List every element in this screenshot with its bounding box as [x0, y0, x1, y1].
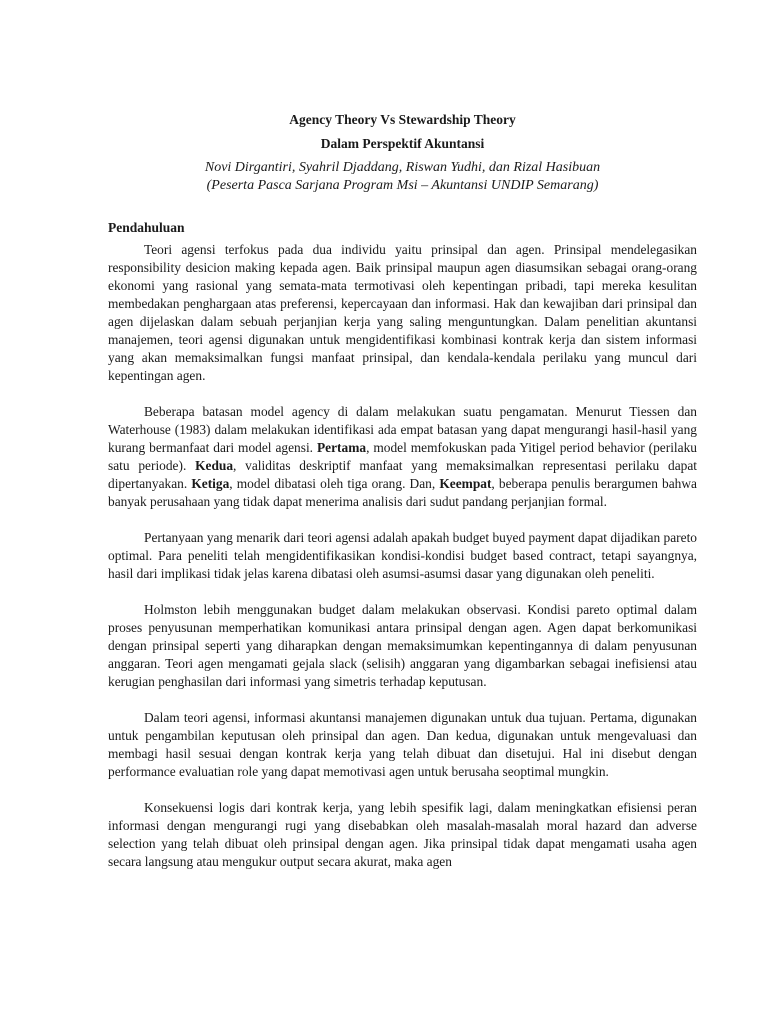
- paragraph-3-text: Pertanyaan yang menarik dari teori agensi adalah apakah budget buyed payment dapat dijadikan pareto optimal. Para peneliti telah mengidentifikasikan kondisi-kondisi budget based contract, tetapi sayangnya, hasil dari implikasi tidak jelas karena dibatasi oleh asumsi-asumsi dasar yang digunakan oleh peneliti.: [108, 530, 697, 581]
- paragraph-2-text-e: , beberapa penulis berargumen bahwa banyak perusahaan yang tidak dapat menerima analisis dari sudut pandang perjanjian formal.: [108, 476, 697, 509]
- keyword-ketiga: Ketiga: [191, 476, 230, 491]
- authors-line: Novi Dirgantiri, Syahril Djaddang, Riswan Yudhi, dan Rizal Hasibuan: [204, 160, 601, 175]
- paragraph-2-text-a: Beberapa batasan model agency di dalam melakukan suatu pengamatan. Menurut Tiessen dan Waterhouse (1983) dalam melakukan identifikasi ada empat batasan yang dapat mengurangi hasil-hasil yang kurang bermanfaat dari model agensi.: [108, 404, 697, 455]
- keyword-keempat: Keempat: [439, 476, 492, 491]
- keyword-pertama: Pertama: [316, 440, 367, 455]
- paragraph-2-text-b: , model memfokuskan pada Yitigel period behavior (perilaku satu periode).: [108, 440, 697, 473]
- paragraph-2-text-c: , validitas deskriptif manfaat yang memaksimalkan representasi perilaku dapat dipertanyakan.: [108, 458, 697, 491]
- paragraph-5-text: Dalam teori agensi, informasi akuntansi manajemen digunakan untuk dua tujuan. Pertama, digunakan untuk pengambilan keputusan oleh prinsipal dan agen. Dan kedua, digunakan untuk mengevaluasi dan membagi hasil sesuai dengan kontrak kerja yang telah dibuat dan disetujui. Hal ini disebut dengan performance evaluatian role yang dapat memotivasi agen untuk berusaha seoptimal mungkin.: [108, 710, 697, 779]
- paragraph-1-text: Teori agensi terfokus pada dua individu yaitu prinsipal dan agen. Prinsipal mendelegasikan responsibility desicion making kepada agen. Baik prinsipal maupun agen diasumsikan sebagai orang-orang ekonomi yang rasional yang semata-mata termotivasi oleh kepentingan pribadi, tapi mereka kesulitan membedakan penghargaan atas preferensi, kepercayaan dan informasi. Hak dan kewajiban dari prinsipal dan agen dijelaskan dalam sebuah perjanjian kerja yang saling menguntungkan. Dalam penelitian akuntansi manajemen, teori agensi digunakan untuk mengidentifikasi kombinasi kontrak kerja dan sistem informasi yang akan memaksimalkan fungsi manfaat prinsipal, dan kendala-kendala perilaku yang muncul dari kepentingan agen.: [108, 242, 697, 383]
- paragraph-5: [108, 709, 697, 781]
- keyword-kedua: Kedua: [195, 458, 234, 473]
- affiliation-line: (Peserta Pasca Sarjana Program Msi – Akuntansi UNDIP Semarang): [206, 178, 599, 193]
- document-title: Agency Theory Vs Stewardship Theory: [289, 112, 516, 127]
- paragraph-2: [108, 403, 697, 511]
- document-page: [108, 108, 697, 889]
- paragraph-6-text: Konsekuensi logis dari kontrak kerja, yang lebih spesifik lagi, dalam meningkatkan efisiensi peran informasi dengan mengurangi rugi yang disebabkan oleh masalah-masalah moral hazard dan adverse selection yang telah dibuat oleh prinsipal dengan agen. Jika prinsipal tidak dapat mengamati usaha agen secara langsung atau mengukur output secara akurat, maka agen: [108, 800, 697, 869]
- paragraph-2-text-d: , model dibatasi oleh tiga orang. Dan,: [229, 476, 436, 491]
- paragraph-6: [108, 799, 697, 871]
- paragraph-1: [108, 241, 697, 385]
- paragraph-4-text: Holmston lebih menggunakan budget dalam melakukan observasi. Kondisi pareto optimal dalam proses penyusunan memperhatikan komunikasi antara prinsipal dengan agen. Agen dapat berkomunikasi dengan prinsipal seperti yang diharapkan dengan memaksimumkan kepentingannya di dalam penyusunan anggaran. Teori agen mengamati gejala slack (selisih) anggaran yang digambarkan sebagai inefisiensi atau kerugian penghasilan dari informasi yang simetris terhadap keputusan.: [108, 602, 697, 689]
- paragraph-4: [108, 601, 697, 691]
- document-subtitle: Dalam Perspektif Akuntansi: [320, 136, 485, 151]
- paragraph-3: [108, 529, 697, 583]
- section-heading: Pendahuluan: [108, 220, 185, 235]
